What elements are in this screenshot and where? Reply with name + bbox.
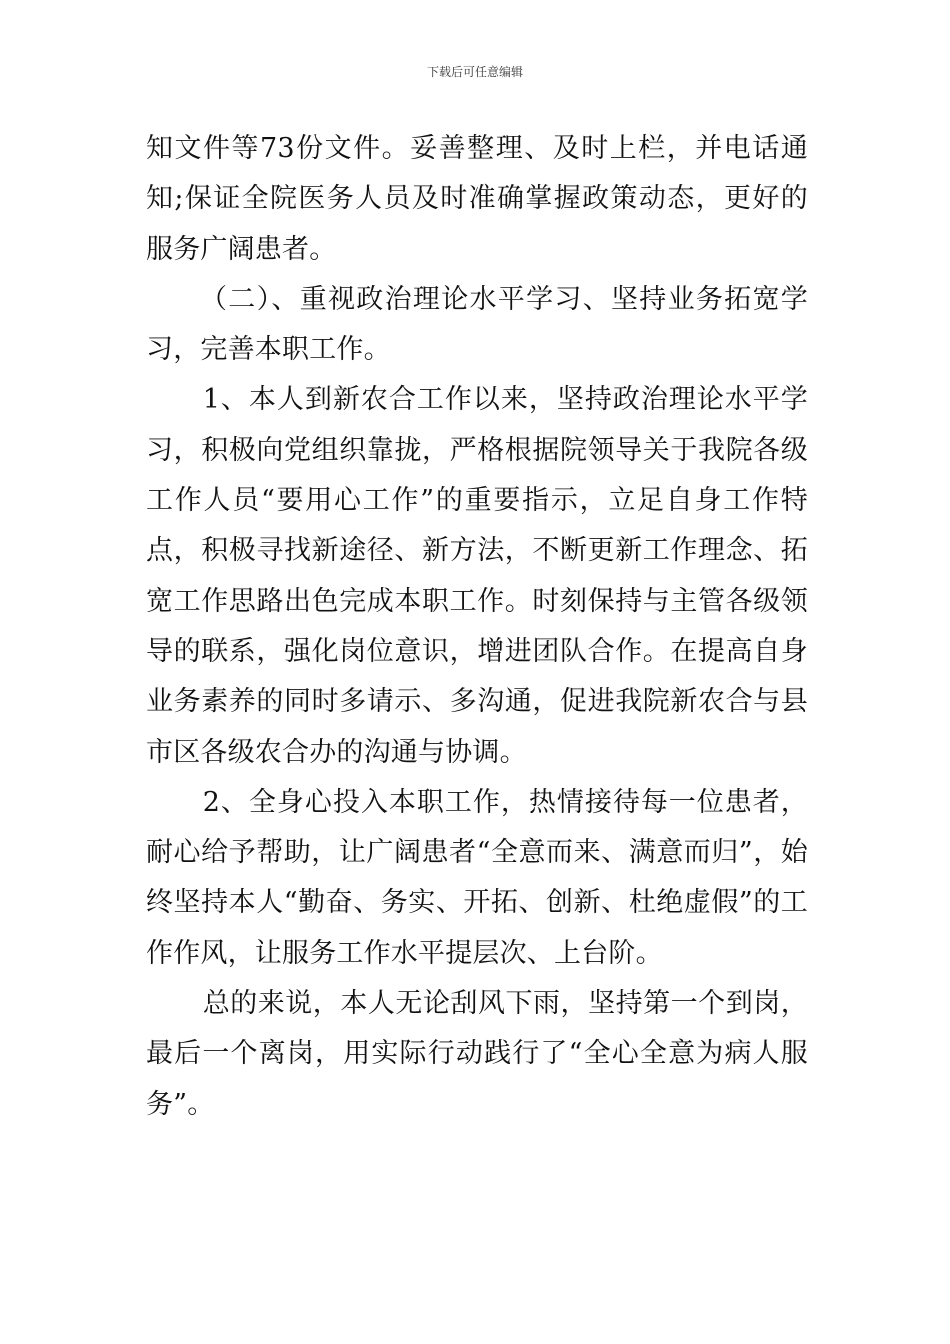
- page-header: 下载后可任意编辑: [426, 65, 523, 79]
- document-body: [146, 124, 808, 1130]
- paragraph-summary: 总的来说，本人无论刮风下雨，坚持第一个到岗，最后一个离岗，用实际行动践行了“全心全意为病人服务”。: [146, 988, 808, 1120]
- paragraph-item-2: 2、全身心投入本职工作，热情接待每一位患者，耐心给予帮助，让广阔患者“全意而来、满意而归”，始终坚持本人“勤奋、务实、开拓、创新、杜绝虚假”的工作作风，让服务工作水平提层次、上台阶。: [146, 786, 808, 969]
- paragraph-section-heading: （二）、重视政治理论水平学习、坚持业务拓宽学习，完善本职工作。: [146, 283, 808, 366]
- paragraph-item-1: 1、本人到新农合工作以来，坚持政治理论水平学习，积极向党组织靠拢，严格根据院领导关于我院各级工作人员“要用心工作”的重要指示，立足自身工作特点，积极寻找新途径、新方法，不断更新工作理念、拓宽工作思路出色完成本职工作。时刻保持与主管各级领导的联系，强化岗位意识，增进团队合作。在提高自身业务素养的同时多请示、多沟通，促进我院新农合与县市区各级农合办的沟通与协调。: [146, 384, 808, 768]
- paragraph-continuation: 知文件等73份文件。妥善整理、及时上栏，并电话通知;保证全院医务人员及时准确掌握政策动态，更好的服务广阔患者。: [146, 133, 808, 265]
